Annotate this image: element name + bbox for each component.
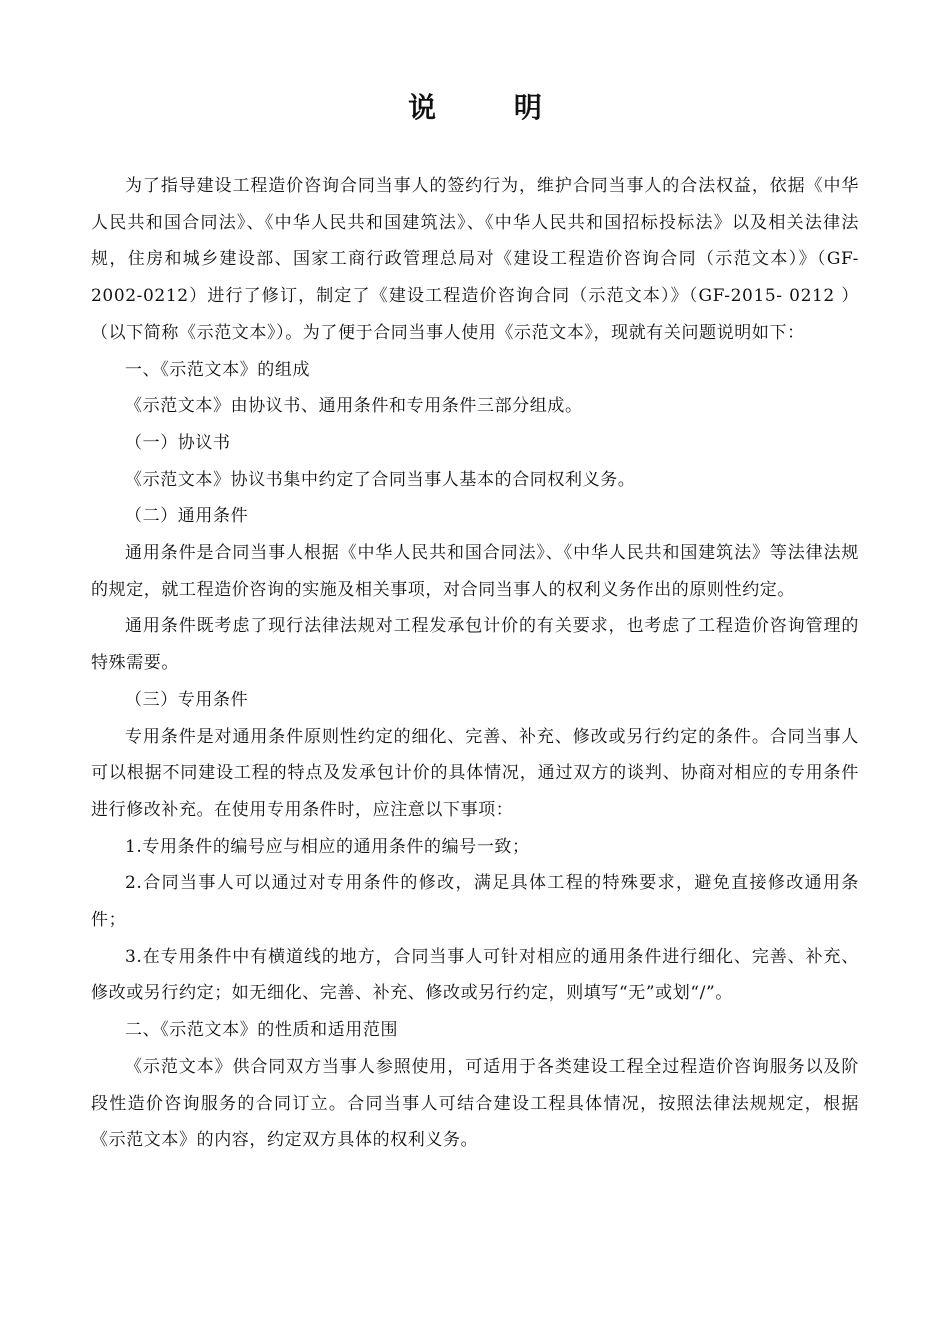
nature-scope-paragraph: 《示范文本》供合同双方当事人参照使用，可适用于各类建设工程全过程造价咨询服务以及阶段性造价咨询服务的合同订立。合同当事人可结合建设工程具体情况，按照法律法规规定，根据《示范文本》的内容，约定双方具体的权利义务。: [91, 1056, 859, 1151]
list-item-2: 2.合同当事人可以通过对专用条件的修改，满足具体工程的特殊要求，避免直接修改通用条件；: [91, 873, 859, 931]
subheading-special-conditions: （三）专用条件: [125, 689, 249, 710]
subheading-agreement: （一）协议书: [125, 432, 231, 453]
composition-paragraph: 《示范文本》由协议书、通用条件和专用条件三部分组成。: [125, 396, 583, 417]
general-conditions-paragraph-1: 通用条件是合同当事人根据《中华人民共和国合同法》、《中华人民共和国建筑法》等法律法规的规定，就工程造价咨询的实施及相关事项，对合同当事人的权利义务作出的原则性约定。: [91, 543, 859, 600]
list-item-3: 3.在专用条件中有横道线的地方，合同当事人可针对相应的通用条件进行细化、完善、补充、修改或另行约定；如无细化、完善、补充、修改或另行约定，则填写“无”或划“/”。: [91, 946, 859, 1004]
special-conditions-paragraph: 专用条件是对通用条件原则性约定的细化、完善、补充、修改或另行约定的条件。合同当事人可以根据不同建设工程的特点及发承包计价的具体情况，通过双方的谈判、协商对相应的专用条件进行修改补充。在使用专用条件时，应注意以下事项：: [91, 726, 859, 820]
section-heading-nature-scope: 二、《示范文本》的性质和适用范围: [125, 1020, 399, 1041]
list-item-1: 1.专用条件的编号应与相应的通用条件的编号一致；: [125, 836, 530, 857]
document-body: [91, 168, 859, 1159]
page-title: 说 明: [408, 91, 576, 124]
intro-paragraph: 为了指导建设工程造价咨询合同当事人的签约行为，维护合同当事人的合法权益，依据《中华人民共和国合同法》、《中华人民共和国建筑法》、《中华人民共和国招标投标法》以及相关法律法规，住房和城乡建设部、国家工商行政管理总局对《建设工程造价咨询合同（示范文本）》（GF-2002-0212）进行了修订，制定了《建设工程造价咨询合同（示范文本）》（GF-2015- 0212 ）（以下简称《示范文本》）。为了便于合同当事人使用《示范文本》，现就有关问题说明如下：: [91, 176, 859, 343]
general-conditions-paragraph-2: 通用条件既考虑了现行法律法规对工程发承包计价的有关要求，也考虑了工程造价咨询管理的特殊需要。: [91, 616, 859, 674]
subheading-general-conditions: （二）通用条件: [125, 506, 249, 527]
section-heading-composition: 一、《示范文本》的组成: [125, 359, 311, 380]
agreement-paragraph: 《示范文本》协议书集中约定了合同当事人基本的合同权利义务。: [125, 469, 636, 490]
